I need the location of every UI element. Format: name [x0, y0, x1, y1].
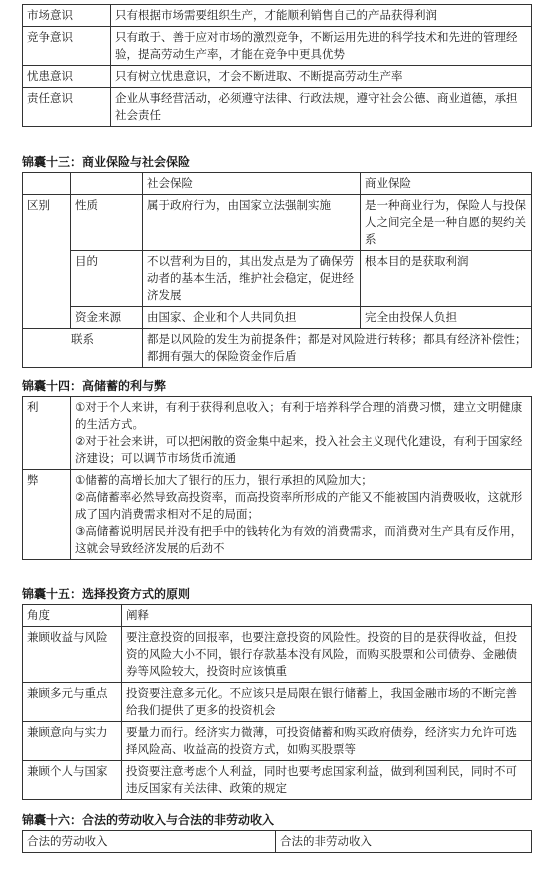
header-commercial-insurance: 商业保险: [361, 173, 532, 195]
cons-cell: [71, 470, 532, 560]
social-cell: 不以营利为目的，其出发点是为了确保劳动者的基本生活，维护社会稳定，促进经济发展: [143, 251, 361, 307]
term-cell: 忧患意识: [23, 66, 111, 88]
table-row: [23, 5, 532, 27]
table-row: [23, 329, 532, 368]
aspect-cell: 性质: [71, 195, 143, 251]
social-cell: 由国家、企业和个人共同负担: [143, 307, 361, 329]
table-row: [23, 251, 532, 307]
aspect-cell: 目的: [71, 251, 143, 307]
table-row: [23, 66, 532, 88]
difference-label: 区别: [23, 195, 71, 329]
angle-cell: 兼顾多元与重点: [23, 683, 122, 722]
angle-cell: 兼顾意向与实力: [23, 722, 122, 761]
pros-point: ②对于社会来讲，可以把闲散的资金集中起来，投入社会主义现代化建设，有利于国家经济建设；可以调节市场货币流通: [75, 434, 523, 465]
insurance-table: [22, 172, 532, 368]
term-cell: 市场意识: [23, 5, 111, 27]
angle-cell: 兼顾个人与国家: [23, 761, 122, 800]
table-row: [23, 195, 532, 251]
section-13-heading: 锦囊十三：商业保险与社会保险: [22, 155, 191, 169]
header-nonlabor-income: 合法的非劳动收入: [276, 831, 532, 853]
table-row: [23, 683, 532, 722]
cons-label: 弊: [23, 470, 71, 560]
aspect-cell: 资金来源: [71, 307, 143, 329]
cons-point: ②高储蓄率必然导致高投资率，而高投资率所形成的产能又不能被国内消费吸收，这就形成了国内消费需求相对不足的局面；: [75, 490, 523, 521]
income-table: [22, 830, 532, 853]
commercial-cell: 是一种商业行为，保险人与投保人之间完全是一种自愿的契约关系: [361, 195, 532, 251]
table-header-row: [23, 831, 532, 853]
header-labor-income: 合法的劳动收入: [23, 831, 276, 853]
commercial-cell: 完全由投保人负担: [361, 307, 532, 329]
table-row: [23, 470, 532, 560]
section-14-heading: 锦囊十四：高储蓄的利与弊: [22, 379, 167, 393]
table-row: [23, 307, 532, 329]
desc-cell: 只有敢于、善于应对市场的激烈竞争，不断运用先进的科学技术和先进的管理经验，提高劳动生产率，才能在竞争中更具优势: [111, 27, 532, 66]
table-row: [23, 722, 532, 761]
angle-cell: 兼顾收益与风险: [23, 627, 122, 683]
consciousness-table: [22, 4, 532, 127]
explain-cell: 要量力而行。经济实力微薄，可投资储蓄和购买政府债券，经济实力允许可选择风险高、收益高的投资方式，如购买股票等: [122, 722, 532, 761]
explain-cell: 投资要注意考虑个人利益，同时也要考虑国家利益，做到利国利民，同时不可违反国家有关法律、政策的规定: [122, 761, 532, 800]
pros-cell: [71, 397, 532, 470]
header-explain: 阐释: [122, 605, 532, 627]
desc-cell: 只有根据市场需要组织生产，才能顺利销售自己的产品获得利润: [111, 5, 532, 27]
table-row: [23, 761, 532, 800]
explain-cell: 投资要注意多元化。不应该只是局限在银行储蓄上，我国金融市场的不断完善给我们提供了更多的投资机会: [122, 683, 532, 722]
desc-cell: 只有树立忧患意识，才会不断进取、不断提高劳动生产率: [111, 66, 532, 88]
pros-label: 利: [23, 397, 71, 470]
table-header-row: [23, 605, 532, 627]
desc-cell: 企业从事经营活动，必须遵守法律、行政法规，遵守社会公德、商业道德，承担社会责任: [111, 88, 532, 127]
link-label: 联系: [23, 329, 143, 368]
section-16-heading: 锦囊十六：合法的劳动收入与合法的非劳动收入: [22, 813, 275, 827]
table-row: [23, 397, 532, 470]
explain-cell: 要注意投资的回报率，也要注意投资的风险性。投资的目的是获得收益，但投资的风险大小不同，银行存款基本没有风险，而购买股票和公司债券、金融债券等风险较大，投资时应该慎重: [122, 627, 532, 683]
header-angle: 角度: [23, 605, 122, 627]
table-header-row: [23, 173, 532, 195]
cons-point: ③高储蓄说明居民并没有把手中的钱转化为有效的消费需求，而消费对生产具有反作用，这就会导致经济发展的后劲不: [75, 524, 523, 555]
term-cell: 责任意识: [23, 88, 111, 127]
cons-point: ①储蓄的高增长加大了银行的压力，银行承担的风险加大；: [75, 473, 373, 487]
pros-point: ①对于个人来讲，有利于获得利息收入；有利于培养科学合理的消费习惯，建立文明健康的生活方式。: [75, 400, 523, 431]
social-cell: 属于政府行为，由国家立法强制实施: [143, 195, 361, 251]
table-row: [23, 88, 532, 127]
commercial-cell: 根本目的是获取利润: [361, 251, 532, 307]
savings-table: [22, 396, 532, 560]
header-social-insurance: 社会保险: [143, 173, 361, 195]
table-row: [23, 627, 532, 683]
term-cell: 竞争意识: [23, 27, 111, 66]
section-15-heading: 锦囊十五：选择投资方式的原则: [22, 587, 191, 601]
investment-table: [22, 604, 532, 800]
link-text: 都是以风险的发生为前提条件；都是对风险进行转移；都具有经济补偿性；都拥有强大的保险资金作后盾: [143, 329, 532, 368]
table-row: [23, 27, 532, 66]
